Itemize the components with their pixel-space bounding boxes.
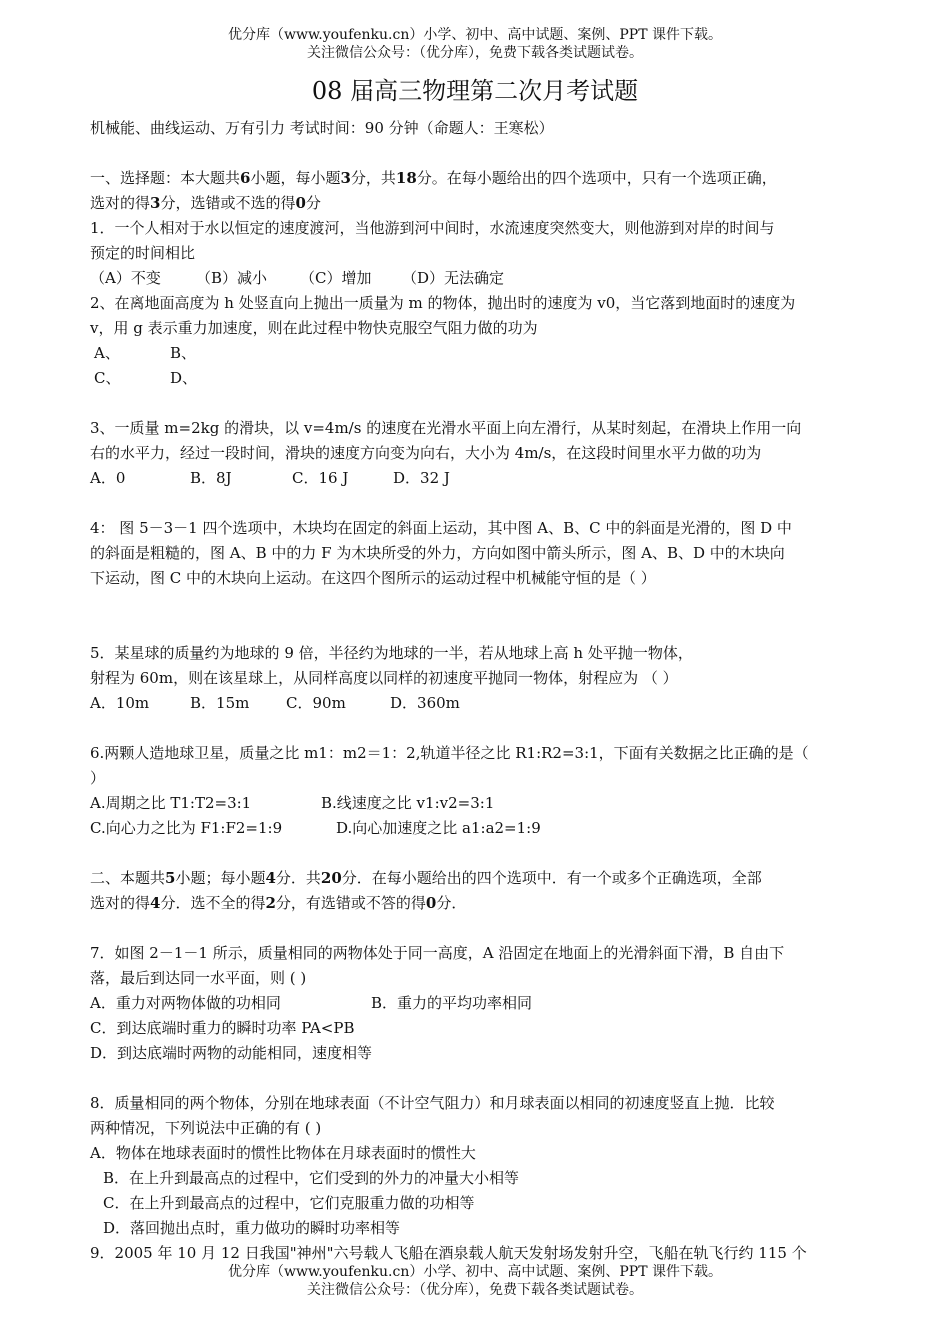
- q7-line-2: 落，最后到达同一水平面，则 ( ): [90, 969, 307, 987]
- q7-option-d: D．到达底端时两物的动能相同，速度相等: [90, 1044, 373, 1062]
- q8-option-a: A．物体在地球表面时的惯性比物体在月球表面时的惯性大: [90, 1144, 476, 1162]
- q3-line-2: 右的水平力，经过一段时间，滑块的速度方向变为向右，大小为 4m/s，在这段时间里水平力做的功为: [90, 444, 762, 462]
- q6-option-b: B.线速度之比 v1:v2=3:1: [321, 794, 495, 812]
- q4-line-2: 的斜面是粗糙的，图 A、B 中的力 F 为木块所受的外力，方向如图中箭头所示，图 A、B、D 中的木块向: [90, 544, 785, 562]
- q2-option-d: D、: [170, 369, 198, 387]
- q1-option-b: （B）减小: [196, 269, 268, 287]
- q1-line-1: 1．一个人相对于水以恒定的速度渡河，当他游到河中间时，水流速度突然变大，则他游到对岸的时间与: [90, 219, 775, 237]
- q7-option-b: B．重力的平均功率相同: [371, 994, 533, 1012]
- subtitle: 机械能、曲线运动、万有引力 考试时间：90 分钟（命题人：王寒松）: [90, 119, 554, 137]
- q5-option-a: A．10m: [90, 694, 150, 712]
- q2-option-a: A、: [94, 344, 120, 362]
- q7-option-c: C．到达底端时重力的瞬时功率 PA<PB: [90, 1019, 355, 1037]
- q2-line-1: 2、在离地面高度为 h 处竖直向上抛出一质量为 m 的物体，抛出时的速度为 v0，当它落到地面时的速度为: [90, 294, 796, 312]
- section1-line-2: 选对的得3分，选错或不选的得0分: [90, 194, 321, 212]
- q8-option-c: C．在上升到最高点的过程中，它们克服重力做的功相等: [103, 1194, 475, 1212]
- q4-line-3: 下运动，图 C 中的木块向上运动。在这四个图所示的运动过程中机械能守恒的是（ ）: [90, 569, 656, 587]
- q2-line-2: v，用 g 表示重力加速度，则在此过程中物快克服空气阻力做的功为: [90, 319, 538, 337]
- q8-line-2: 两种情况，下列说法中正确的有 ( ): [90, 1119, 322, 1137]
- q8-option-d: D．落回抛出点时，重力做功的瞬时功率相等: [103, 1219, 401, 1237]
- q6-line-2: ）: [90, 769, 106, 787]
- q3-option-c: C．16 J: [292, 469, 349, 487]
- q3-line-1: 3、一质量 m=2kg 的滑块，以 v=4m/s 的速度在光滑水平面上向左滑行，从某时刻起，在滑块上作用一向: [90, 419, 802, 437]
- section1-line-1: 一、选择题：本大题共6小题，每小题3分，共18分。在每小题给出的四个选项中，只有一个选项正确，: [90, 169, 777, 187]
- page-title: 08 届高三物理第二次月考试题: [311, 77, 639, 105]
- q5-option-c: C．90m: [286, 694, 346, 712]
- q1-option-c: （C）增加: [300, 269, 372, 287]
- header-line-2: 关注微信公众号：（优分库），免费下载各类试题试卷。: [307, 45, 643, 61]
- q6-option-d: D.向心加速度之比 a1:a2=1:9: [336, 819, 541, 837]
- footer-line-1: 优分库（www.youfenku.cn）小学、初中、高中试题、案例、PPT 课件下载。: [227, 1264, 722, 1280]
- section2-line-1: 二、本题共5小题；每小题4分．共20分．在每小题给出的四个选项中．有一个或多个正确选项，全部: [90, 869, 762, 887]
- q4-line-1: 4： 图 5－3－1 四个选项中，木块均在固定的斜面上运动，其中图 A、B、C 中的斜面是光滑的，图 D 中: [90, 519, 792, 537]
- header-line-1: 优分库（www.youfenku.cn）小学、初中、高中试题、案例、PPT 课件下载。: [227, 27, 722, 43]
- q8-line-1: 8．质量相同的两个物体，分别在地球表面（不计空气阻力）和月球表面以相同的初速度竖直上抛．比较: [90, 1094, 775, 1112]
- q1-line-2: 预定的时间相比: [90, 244, 196, 262]
- q3-option-a: A．0: [90, 469, 126, 487]
- q6-line-1: 6.两颗人造地球卫星，质量之比 m1：m2＝1：2,轨道半径之比 R1:R2=3:1，下面有关数据之比正确的是（: [90, 744, 809, 762]
- q6-option-c: C.向心力之比为 F1:F2=1:9: [90, 819, 283, 837]
- q6-option-a: A.周期之比 T1:T2=3:1: [90, 794, 252, 812]
- q5-line-1: 5．某星球的质量约为地球的 9 倍，半径约为地球的一半，若从地球上高 h 处平抛一物体，: [90, 644, 693, 662]
- q5-line-2: 射程为 60m，则在该星球上，从同样高度以同样的初速度平抛同一物体，射程应为 （ ）: [90, 669, 678, 687]
- q3-option-d: D．32 J: [393, 469, 450, 487]
- q3-option-b: B．8J: [190, 469, 232, 487]
- q1-option-d: （D）无法确定: [402, 269, 505, 287]
- q5-option-d: D．360m: [390, 694, 460, 712]
- q7-line-1: 7．如图 2－1－1 所示，质量相同的两物体处于同一高度，A 沿固定在地面上的光滑斜面下滑，B 自由下: [90, 944, 785, 962]
- q7-option-a: A．重力对两物体做的功相同: [90, 994, 281, 1012]
- q2-option-c: C、: [94, 369, 121, 387]
- q8-option-b: B．在上升到最高点的过程中，它们受到的外力的冲量大小相等: [103, 1169, 520, 1187]
- footer-line-2: 关注微信公众号：（优分库），免费下载各类试题试卷。: [307, 1282, 643, 1298]
- section2-line-2: 选对的得4分．选不全的得2分，有选错或不答的得0分．: [90, 894, 467, 912]
- q9-line-1: 9．2005 年 10 月 12 日我国"神州"六号载人飞船在酒泉载人航天发射场发射升空，飞船在轨飞行约 115 个: [90, 1244, 807, 1262]
- q2-option-b: B、: [170, 344, 197, 362]
- q1-option-a: （A）不变: [90, 269, 161, 287]
- q5-option-b: B．15m: [190, 694, 250, 712]
